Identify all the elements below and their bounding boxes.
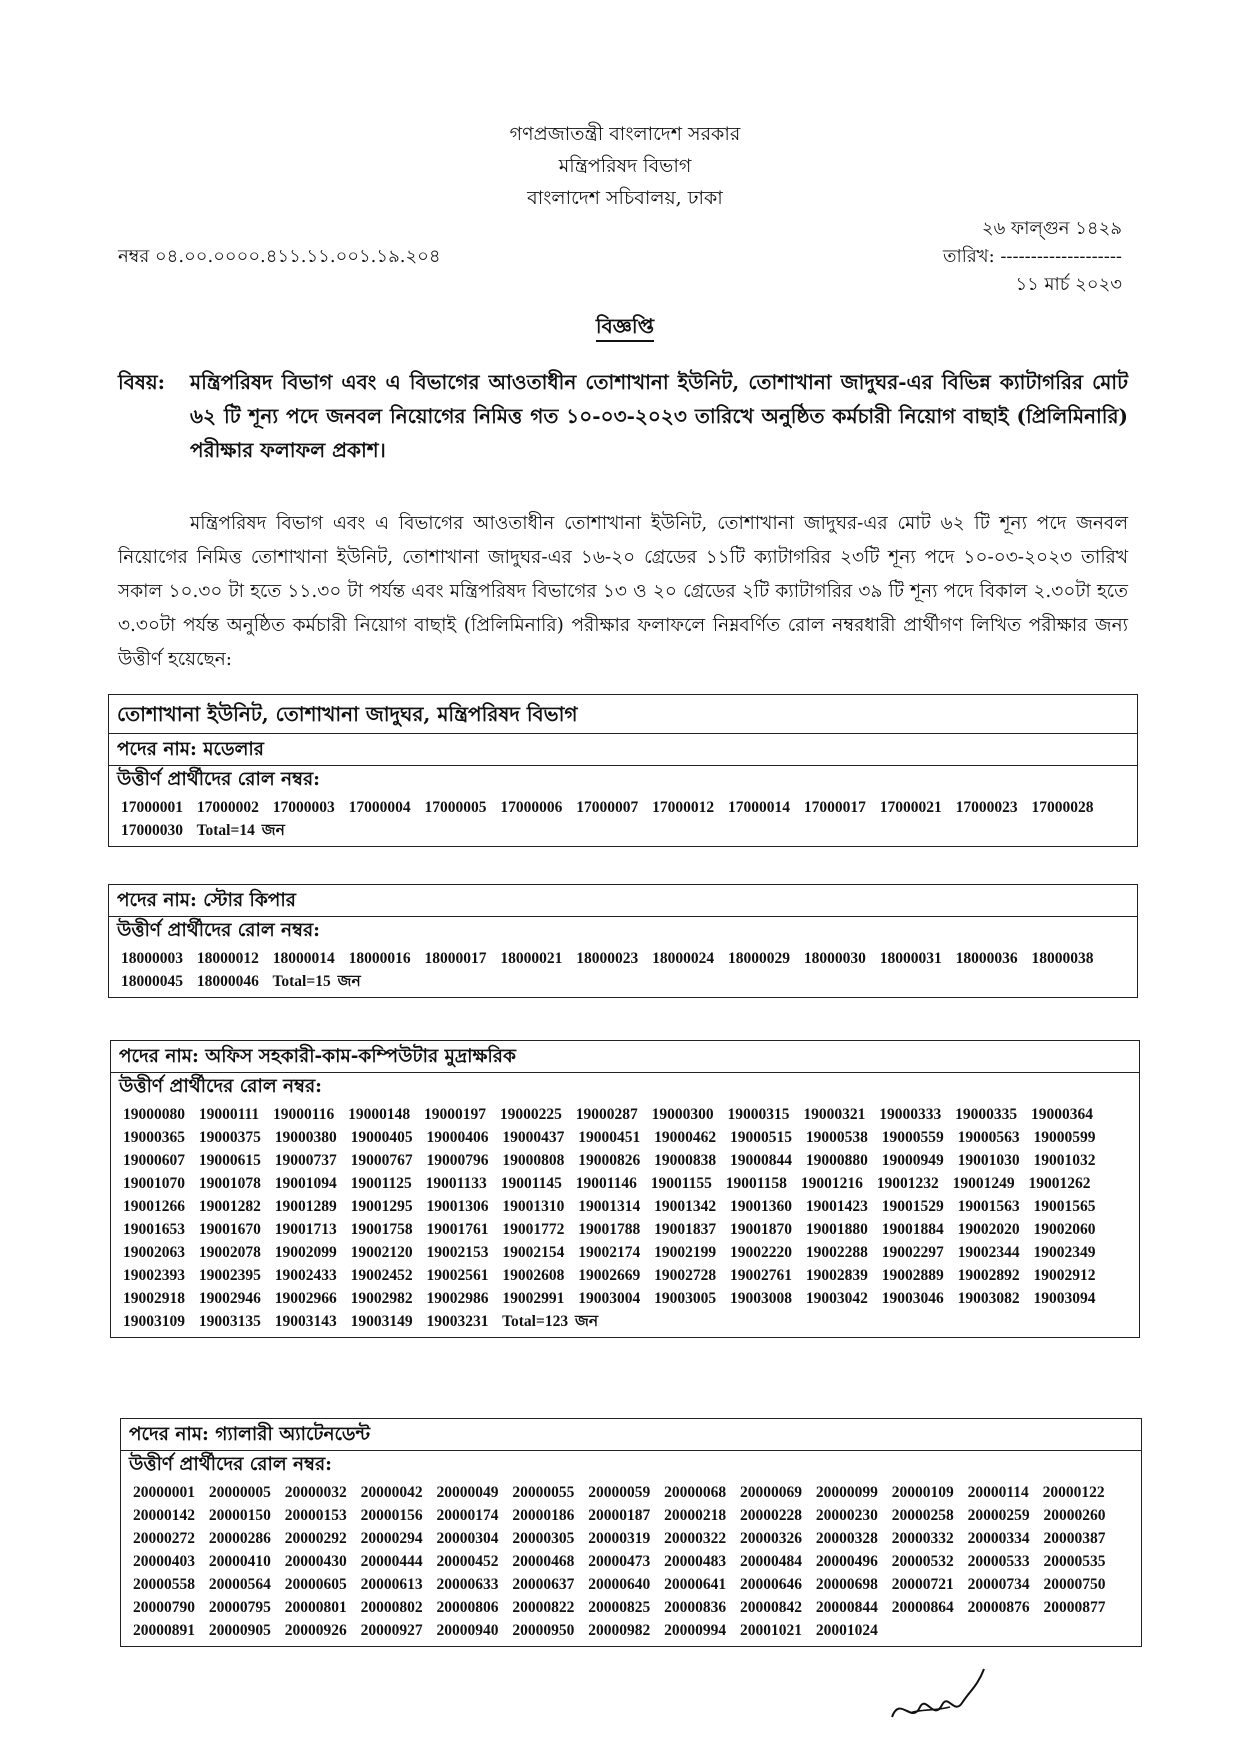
- roll-number: 20000260: [1043, 1507, 1106, 1524]
- rolls-label: উত্তীর্ণ প্রার্থীদের রোল নম্বর:: [117, 769, 320, 790]
- roll-number: 19001232: [876, 1175, 939, 1192]
- roll-number: 19002020: [957, 1221, 1020, 1238]
- roll-number: 19001837: [654, 1221, 717, 1238]
- roll-number: 20000322: [664, 1530, 727, 1547]
- roll-number: 20000641: [664, 1576, 727, 1593]
- roll-number: 19001262: [1028, 1175, 1091, 1192]
- roll-number: 20000802: [360, 1599, 423, 1616]
- rolls-label: উত্তীর্ণ প্রার্থীদের রোল নম্বর:: [117, 920, 320, 941]
- post-box-store-keeper: [108, 884, 1138, 998]
- roll-number: 19001032: [1033, 1152, 1096, 1169]
- roll-number: 19001653: [123, 1221, 185, 1238]
- roll-number: 19001295: [350, 1198, 413, 1215]
- roll-number: 20000292: [284, 1530, 347, 1547]
- roll-number: 18000021: [500, 950, 563, 967]
- roll-number: 19002220: [730, 1244, 792, 1261]
- roll-number: 20000905: [208, 1622, 271, 1639]
- roll-number: 19002060: [1033, 1221, 1096, 1238]
- roll-number: 19001788: [578, 1221, 641, 1238]
- roll-number: 20000153: [284, 1507, 347, 1524]
- roll-number: 20000387: [1043, 1530, 1106, 1547]
- roll-number: 19003005: [654, 1290, 717, 1307]
- govt-title: গণপ্রজাতন্ত্রী বাংলাদেশ সরকার: [509, 123, 741, 145]
- roll-number: 20000174: [436, 1507, 499, 1524]
- roll-number: 19002174: [578, 1244, 641, 1261]
- roll-number: 19003094: [1033, 1290, 1096, 1307]
- roll-number: 19000838: [654, 1152, 717, 1169]
- roll-number: 19002892: [957, 1267, 1020, 1284]
- roll-number: 20000468: [512, 1553, 575, 1570]
- roll-number: 20000150: [208, 1507, 271, 1524]
- roll-number: 20000698: [815, 1576, 878, 1593]
- roll-number: 20000836: [664, 1599, 727, 1616]
- roll-number: 20000633: [436, 1576, 499, 1593]
- roll-number: 19000197: [423, 1106, 486, 1123]
- roll-number: 18000017: [424, 950, 487, 967]
- subject-label: বিষয়:: [118, 370, 166, 394]
- roll-number: 20000286: [208, 1530, 271, 1547]
- roll-number: 19002669: [578, 1267, 641, 1284]
- roll-number: 20000801: [284, 1599, 347, 1616]
- unit-title: তোশাখানা ইউনিট, তোশাখানা জাদুঘর, মন্ত্রিপরিষদ বিভাগ: [109, 695, 1137, 734]
- roll-number: 19003143: [274, 1313, 337, 1330]
- roll-number: 19000515: [730, 1129, 792, 1146]
- roll-number: 20000122: [1042, 1484, 1105, 1501]
- roll-number: 18000038: [1031, 950, 1094, 967]
- roll-number: 19000375: [198, 1129, 261, 1146]
- roll-number: 18000024: [652, 950, 715, 967]
- roll-number: 19002889: [881, 1267, 944, 1284]
- roll-number: 19003004: [578, 1290, 641, 1307]
- roll-number: 20000982: [588, 1622, 651, 1639]
- roll-number: 19001529: [881, 1198, 944, 1215]
- roll-number: 20000328: [815, 1530, 878, 1547]
- roll-number: 19002561: [426, 1267, 489, 1284]
- roll-number: 20000032: [284, 1484, 347, 1501]
- roll-number: 19000451: [578, 1129, 641, 1146]
- roll-number: 19002918: [123, 1290, 185, 1307]
- roll-number: 19003149: [350, 1313, 413, 1330]
- roll-number: 19000808: [502, 1152, 565, 1169]
- roll-number: 19001145: [500, 1175, 562, 1192]
- roll-number: 17000017: [803, 799, 866, 816]
- roll-number: 19002608: [502, 1267, 565, 1284]
- roll-number: 19000080: [123, 1106, 185, 1123]
- roll-number: 20000304: [436, 1530, 499, 1547]
- roll-number: 19002288: [805, 1244, 868, 1261]
- roll-number: 20000950: [512, 1622, 575, 1639]
- subject-text: মন্ত্রিপরিষদ বিভাগ এবং এ বিভাগের আওতাধীন তোশাখানা ইউনিট, তোশাখানা জাদুঘর-এর বিভিন্ন ক্যাটাগরির মোট ৬২ টি শূন্য পদে জনবল নিয়োগের নিমিত্ত গত ১০-০৩-২০২৩ তারিখে অনুষ্ঠিত কর্মচারী নিয়োগ বাছাই (প্রিলিমিনারি) পরীক্ষার ফলাফল প্রকাশ।: [190, 370, 1128, 462]
- roll-number: 20000068: [664, 1484, 727, 1501]
- roll-number: 19000880: [805, 1152, 868, 1169]
- roll-number: 19001670: [198, 1221, 261, 1238]
- roll-number: 19002153: [426, 1244, 489, 1261]
- roll-number: 19002120: [350, 1244, 413, 1261]
- roll-number: 20000332: [891, 1530, 954, 1547]
- roll-number: 19002063: [123, 1244, 185, 1261]
- roll-number: 20000059: [588, 1484, 651, 1501]
- roll-number: 19002728: [654, 1267, 717, 1284]
- roll-number: 20000069: [740, 1484, 802, 1501]
- signature-mark: [880, 1655, 1000, 1735]
- roll-number: 18000030: [803, 950, 866, 967]
- total-count: Total=15 জন: [272, 973, 361, 990]
- roll-number: 19003082: [957, 1290, 1020, 1307]
- roll-number: 19001758: [350, 1221, 413, 1238]
- roll-number: 20000496: [815, 1553, 878, 1570]
- roll-number: 19001314: [578, 1198, 641, 1215]
- roll-number: 19001125: [350, 1175, 412, 1192]
- roll-number: 20000484: [740, 1553, 802, 1570]
- roll-number: 20000272: [133, 1530, 195, 1547]
- roll-number: 19001078: [198, 1175, 261, 1192]
- roll-number: 20000483: [664, 1553, 727, 1570]
- roll-number: 17000002: [196, 799, 259, 816]
- roll-number: 19001070: [123, 1175, 185, 1192]
- roll-number: 19001289: [274, 1198, 337, 1215]
- post-box-gallery-attendant: [120, 1418, 1142, 1647]
- roll-number: 19000364: [1030, 1106, 1093, 1123]
- roll-number: 19000796: [426, 1152, 489, 1169]
- roll-number: 20000001: [133, 1484, 195, 1501]
- roll-number: 20000142: [133, 1507, 195, 1524]
- roll-number: 20000640: [588, 1576, 651, 1593]
- date-english: ১১ মার্চ ২০২৩: [1015, 274, 1122, 295]
- roll-number: 17000006: [500, 799, 563, 816]
- roll-number: 20000927: [360, 1622, 423, 1639]
- roll-number: 20000294: [360, 1530, 423, 1547]
- roll-number: 20000410: [208, 1553, 271, 1570]
- roll-number: 19000405: [350, 1129, 413, 1146]
- roll-number: 19000563: [957, 1129, 1020, 1146]
- roll-number: 17000005: [424, 799, 487, 816]
- roll-number: 20000734: [967, 1576, 1030, 1593]
- roll-number: 20000187: [588, 1507, 651, 1524]
- roll-number: 19002452: [350, 1267, 413, 1284]
- roll-number: 20000055: [512, 1484, 575, 1501]
- roll-number: 20000825: [588, 1599, 651, 1616]
- roll-number: 20000564: [208, 1576, 271, 1593]
- notice-title: বিজ্ঞপ্তি: [0, 312, 1250, 345]
- roll-number: 19002393: [123, 1267, 185, 1284]
- roll-number: 19000315: [727, 1106, 790, 1123]
- roll-number: 19001565: [1033, 1198, 1096, 1215]
- roll-number: 20000319: [588, 1530, 651, 1547]
- roll-number: 19000335: [955, 1106, 1018, 1123]
- roll-number: 19002761: [730, 1267, 792, 1284]
- roll-number: 18000016: [348, 950, 411, 967]
- roll-number: 20000305: [512, 1530, 575, 1547]
- roll-number: 19002349: [1033, 1244, 1096, 1261]
- roll-number: 19000300: [651, 1106, 714, 1123]
- roll-number: 19001772: [502, 1221, 565, 1238]
- roll-number: 18000012: [196, 950, 259, 967]
- memo-number: নম্বর ০৪.০০.০০০০.৪১১.১১.০০১.১৯.২০৪: [118, 246, 441, 267]
- roll-number: 20000994: [664, 1622, 727, 1639]
- roll-number: 19002912: [1033, 1267, 1096, 1284]
- roll-number: 17000007: [576, 799, 639, 816]
- roll-number: 19000615: [198, 1152, 261, 1169]
- post-name: পদের নাম: স্টোর কিপার: [109, 885, 1137, 917]
- roll-number: 19000599: [1033, 1129, 1096, 1146]
- roll-number: 19000437: [502, 1129, 565, 1146]
- roll-number: 20000926: [284, 1622, 347, 1639]
- roll-number: 20000258: [891, 1507, 954, 1524]
- total-count: Total=14 জন: [196, 822, 285, 839]
- roll-number: 17000023: [955, 799, 1018, 816]
- roll-number: 20000790: [133, 1599, 195, 1616]
- roll-number: 19003042: [805, 1290, 868, 1307]
- roll-number: 20000005: [208, 1484, 271, 1501]
- roll-number: 20000795: [208, 1599, 271, 1616]
- roll-number: 19001266: [123, 1198, 185, 1215]
- roll-number: 19002839: [805, 1267, 868, 1284]
- roll-number: 20000403: [133, 1553, 195, 1570]
- roll-number: 19000559: [881, 1129, 944, 1146]
- roll-number: 19001155: [650, 1175, 712, 1192]
- roll-number: 17000001: [121, 799, 183, 816]
- roll-number: 19001342: [654, 1198, 717, 1215]
- roll-number: 19000116: [273, 1106, 335, 1123]
- roll-number: 20000844: [815, 1599, 878, 1616]
- roll-number: 19001884: [881, 1221, 944, 1238]
- roll-number: 19002344: [957, 1244, 1020, 1261]
- roll-number: 19002433: [274, 1267, 337, 1284]
- roll-number: 20000532: [891, 1553, 954, 1570]
- subject: [118, 365, 1128, 467]
- post-name: পদের নাম: মডেলার: [109, 734, 1137, 766]
- roll-number: 19000767: [350, 1152, 413, 1169]
- roll-number: 19000462: [654, 1129, 717, 1146]
- roll-number: 19000111: [198, 1106, 260, 1123]
- post-box-office-assistant: [110, 1040, 1140, 1338]
- roll-number: 18000036: [955, 950, 1018, 967]
- roll-number: 19000844: [730, 1152, 792, 1169]
- roll-number: 20000605: [284, 1576, 347, 1593]
- roll-number: 17000021: [879, 799, 942, 816]
- roll-number: 20000218: [664, 1507, 727, 1524]
- roll-number: 20000750: [1043, 1576, 1106, 1593]
- roll-number: 20001024: [815, 1622, 878, 1639]
- roll-number: 19001146: [575, 1175, 637, 1192]
- roll-number: 20000444: [360, 1553, 423, 1570]
- roll-number: 19001713: [274, 1221, 337, 1238]
- roll-number: 19001870: [730, 1221, 792, 1238]
- roll-number: 19000321: [803, 1106, 866, 1123]
- roll-number: 19001880: [805, 1221, 868, 1238]
- roll-number: 20000186: [512, 1507, 575, 1524]
- roll-number: 19002099: [274, 1244, 337, 1261]
- roll-number: 18000003: [121, 950, 183, 967]
- roll-number: 19001094: [274, 1175, 337, 1192]
- roll-number: 19001249: [952, 1175, 1015, 1192]
- post-name: পদের নাম: অফিস সহকারী-কাম-কম্পিউটার মুদ্রাক্ষরিক: [111, 1041, 1139, 1073]
- roll-number: 19000538: [805, 1129, 868, 1146]
- roll-number: 18000045: [121, 973, 183, 990]
- roll-number: 18000046: [196, 973, 259, 990]
- roll-number: 19000607: [123, 1152, 185, 1169]
- roll-number: 17000003: [272, 799, 335, 816]
- roll-number: 18000023: [576, 950, 639, 967]
- roll-number: 19000949: [881, 1152, 944, 1169]
- roll-number: 20000940: [436, 1622, 499, 1639]
- roll-list: [111, 1101, 1139, 1337]
- roll-number: 20000042: [360, 1484, 423, 1501]
- roll-number: 19003109: [123, 1313, 185, 1330]
- roll-number: 20000864: [891, 1599, 954, 1616]
- roll-number: 20000259: [967, 1507, 1030, 1524]
- roll-number: 19002991: [502, 1290, 565, 1307]
- roll-number: 19000826: [578, 1152, 641, 1169]
- roll-number: 17000028: [1031, 799, 1094, 816]
- roll-number: 19001306: [426, 1198, 489, 1215]
- roll-list: [109, 794, 1137, 846]
- post-box-modeler: [108, 694, 1138, 847]
- roll-number: 19003135: [198, 1313, 261, 1330]
- roll-list: [109, 945, 1137, 997]
- roll-number: 20000822: [512, 1599, 575, 1616]
- roll-number: 19000365: [123, 1129, 185, 1146]
- roll-number: 20000721: [891, 1576, 954, 1593]
- roll-number: 17000014: [728, 799, 790, 816]
- roll-number: 20000877: [1043, 1599, 1106, 1616]
- roll-number: 19002982: [350, 1290, 413, 1307]
- roll-number: 20000326: [740, 1530, 802, 1547]
- rolls-label: উত্তীর্ণ প্রার্থীদের রোল নম্বর:: [129, 1454, 332, 1475]
- secretariat-title: বাংলাদেশ সচিবালয়, ঢাকা: [527, 187, 723, 209]
- roll-number: 20000842: [740, 1599, 802, 1616]
- roll-number: 19001216: [800, 1175, 863, 1192]
- total-count: Total=123 জন: [502, 1313, 599, 1330]
- roll-number: 19001423: [805, 1198, 868, 1215]
- roll-number: 20000535: [1043, 1553, 1106, 1570]
- roll-number: 19002986: [426, 1290, 489, 1307]
- roll-number: 17000030: [121, 822, 183, 839]
- roll-number: 20000109: [891, 1484, 954, 1501]
- roll-number: 19000737: [274, 1152, 337, 1169]
- roll-number: 20000114: [967, 1484, 1029, 1501]
- roll-number: 20000558: [133, 1576, 195, 1593]
- roll-number: 19001761: [426, 1221, 489, 1238]
- roll-number: 19001158: [725, 1175, 787, 1192]
- roll-number: 19003008: [730, 1290, 792, 1307]
- date-bangla: ২৬ ফাল্গুন ১৪২৯: [981, 218, 1122, 239]
- roll-number: 20001021: [740, 1622, 802, 1639]
- roll-number: 19002946: [198, 1290, 261, 1307]
- roll-number: 19002395: [198, 1267, 261, 1284]
- roll-number: 20000637: [512, 1576, 575, 1593]
- roll-number: 20000228: [740, 1507, 802, 1524]
- roll-number: 19003231: [426, 1313, 489, 1330]
- roll-number: 19000333: [879, 1106, 942, 1123]
- date-label: তারিখ: --------------------: [942, 246, 1122, 267]
- roll-number: 17000012: [652, 799, 715, 816]
- rolls-label: উত্তীর্ণ প্রার্থীদের রোল নম্বর:: [119, 1076, 322, 1097]
- roll-number: 20000613: [360, 1576, 423, 1593]
- body-paragraph: মন্ত্রিপরিষদ বিভাগ এবং এ বিভাগের আওতাধীন তোশাখানা ইউনিট, তোশাখানা জাদুঘর-এর মোট ৬২ টি শূন্য পদে জনবল নিয়োগের নিমিত্ত তোশাখানা ইউনিট, তোশাখানা জাদুঘর-এর ১৬-২০ গ্রেডের ১১টি ক্যাটাগরির ২৩টি শূন্য পদে ১০-০৩-২০২৩ তারিখ সকাল ১০.৩০ টা হতে ১১.৩০ টা পর্যন্ত এবং মন্ত্রিপরিষদ বিভাগের ১৩ ও ২০ গ্রেডের ২টি ক্যাটাগরির ৩৯ টি শূন্য পদে বিকাল ২.৩০টা হতে ৩.৩০টা পর্যন্ত অনুষ্ঠিত কর্মচারী নিয়োগ বাছাই (প্রিলিমিনারি) পরীক্ষার ফলাফলে নিম্নবর্ণিত রোল নম্বরধারী প্রার্থীগণ লিখিত পরীক্ষার জন্য উত্তীর্ণ হয়েছেন:: [118, 513, 1128, 670]
- roll-number: 19001133: [425, 1175, 487, 1192]
- roll-number: 19002154: [502, 1244, 565, 1261]
- roll-number: 19000287: [575, 1106, 638, 1123]
- roll-number: 18000031: [879, 950, 942, 967]
- roll-number: 18000029: [728, 950, 790, 967]
- roll-number: 20000430: [284, 1553, 347, 1570]
- roll-list: [121, 1479, 1141, 1646]
- roll-number: 20000646: [740, 1576, 802, 1593]
- roll-number: 19001282: [198, 1198, 261, 1215]
- roll-number: 19000148: [348, 1106, 411, 1123]
- roll-number: 20000099: [815, 1484, 878, 1501]
- roll-number: 19001310: [502, 1198, 565, 1215]
- roll-number: 18000014: [272, 950, 335, 967]
- roll-number: 20000049: [436, 1484, 499, 1501]
- roll-number: 19000380: [274, 1129, 337, 1146]
- roll-number: 19003046: [881, 1290, 944, 1307]
- roll-number: 20000533: [967, 1553, 1030, 1570]
- roll-number: 19002199: [654, 1244, 717, 1261]
- roll-number: 20000876: [967, 1599, 1030, 1616]
- roll-number: 20000452: [436, 1553, 499, 1570]
- roll-number: 20000334: [967, 1530, 1030, 1547]
- roll-number: 19002078: [198, 1244, 261, 1261]
- roll-number: 19001360: [730, 1198, 792, 1215]
- roll-number: 19000406: [426, 1129, 489, 1146]
- roll-number: 19000225: [499, 1106, 562, 1123]
- division-title: মন্ত্রিপরিষদ বিভাগ: [558, 155, 692, 177]
- roll-number: 20000806: [436, 1599, 499, 1616]
- roll-number: 19002966: [274, 1290, 337, 1307]
- roll-number: 20000156: [360, 1507, 423, 1524]
- roll-number: 17000004: [348, 799, 411, 816]
- roll-number: 20000473: [588, 1553, 651, 1570]
- roll-number: 19001563: [957, 1198, 1020, 1215]
- roll-number: 20000230: [815, 1507, 878, 1524]
- roll-number: 19002297: [881, 1244, 944, 1261]
- roll-number: 20000891: [133, 1622, 195, 1639]
- roll-number: 19001030: [957, 1152, 1020, 1169]
- post-name: পদের নাম: গ্যালারী অ্যাটেনডেন্ট: [121, 1419, 1141, 1451]
